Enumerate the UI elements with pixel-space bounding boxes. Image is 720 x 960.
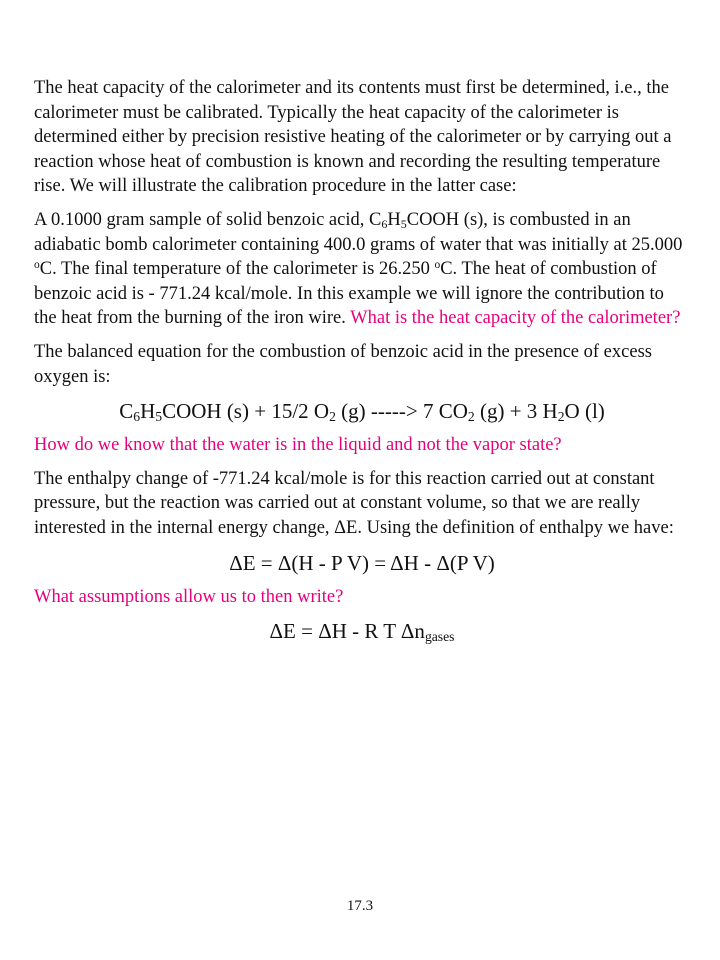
document-body	[34, 76, 690, 653]
paragraph-calibration-intro: The heat capacity of the calorimeter and its contents must first be determined, i.e., the calorimeter must be calibrated. Typically the heat capacity of the calorimeter is determined either by precision resistive heating of the calorimeter or by carrying out a reaction whose heat of combustion is known and recording the resulting temperature rise. We will illustrate the calibration procedure in the latter case:	[34, 78, 672, 197]
eq-text: O (l)	[564, 399, 605, 424]
paragraph-enthalpy-change: The enthalpy change of -771.24 kcal/mole is for this reaction carried out at constant pressure, but the reaction was carried out at constant volume, so that we are really interested in the internal energy change, ΔE. Using the definition of enthalpy we have:	[34, 468, 674, 538]
equation-combustion	[34, 398, 690, 424]
equation-internal-energy-definition: ΔE = Δ(H - P V) = ΔH - Δ(P V)	[229, 550, 495, 575]
degree-superscript: o	[34, 259, 40, 272]
eq-subscript: gases	[424, 629, 455, 645]
eq-text: COOH (s) + 15/2 O	[162, 399, 330, 424]
eq-text: (g) + 3 H	[474, 399, 558, 424]
text-run: COOH (s), is combusted in an adiabatic bomb calorimeter containing 400.0 grams of water that was initially at 25.000	[34, 209, 683, 255]
text-run: C. The final temperature of the calorimeter is 26.250	[39, 259, 435, 280]
question-heat-capacity: What is the heat capacity of the calorimeter?	[350, 308, 681, 329]
question-water-state: How do we know that the water is in the liquid and not the vapor state?	[34, 435, 562, 456]
eq-text: ΔE = ΔH - R T Δn	[269, 619, 425, 644]
eq-text: C	[119, 399, 134, 424]
subscript: 5	[400, 216, 407, 231]
text-run: H	[387, 209, 401, 230]
paragraph-balanced-equation-intro: The balanced equation for the combustion of benzoic acid in the presence of excess oxygen is:	[34, 341, 652, 387]
eq-subscript: 6	[133, 409, 141, 425]
eq-subscript: 2	[329, 409, 336, 425]
page-number: 17.3	[346, 898, 374, 914]
question-assumptions: What assumptions allow us to then write?	[34, 586, 344, 607]
paragraph-benzoic-acid-problem	[34, 208, 690, 331]
degree-superscript: o	[434, 259, 441, 272]
subscript: 6	[381, 216, 388, 231]
eq-subscript: 2	[467, 409, 475, 425]
eq-subscript: 5	[155, 409, 163, 425]
eq-subscript: 2	[557, 409, 565, 425]
eq-text: H	[140, 399, 156, 424]
text-run: A 0.1000 gram sample of solid benzoic acid, C	[34, 209, 382, 230]
equation-internal-energy-gases	[34, 618, 690, 644]
eq-text: (g) -----> 7 CO	[335, 399, 468, 424]
text-run: C. The heat of combustion of benzoic acid is - 771.24 kcal/mole. In this example we will ignore the contribution to the heat from the burning of the iron wire.	[34, 259, 664, 329]
